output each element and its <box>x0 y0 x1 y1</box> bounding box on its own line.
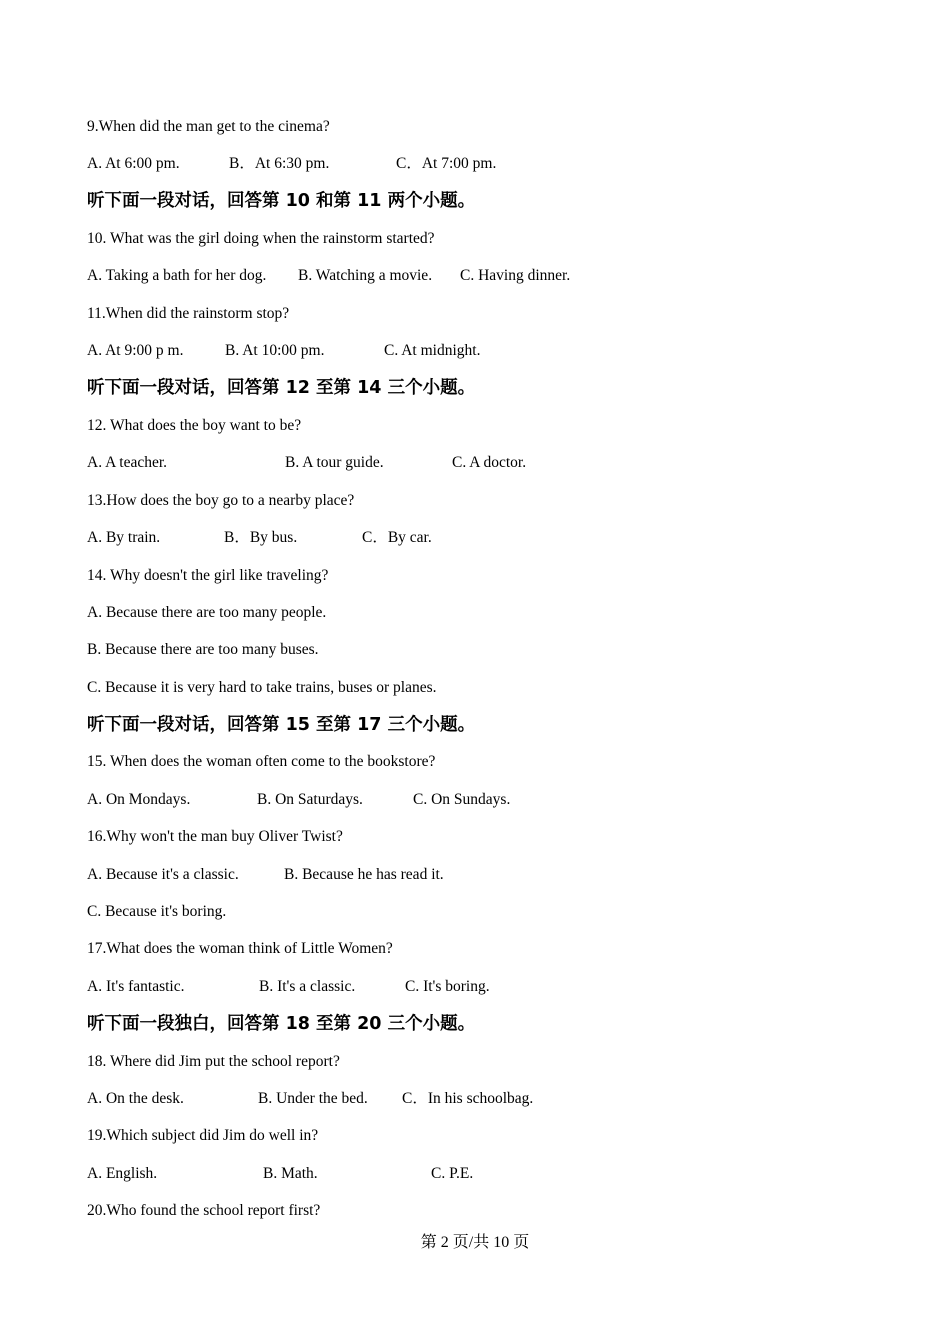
option-b: B. It's a classic. <box>259 978 356 995</box>
option-b: B. Because he has read it. <box>284 866 444 883</box>
option-a: A. A teacher. <box>87 454 168 471</box>
option-b: B. Math. <box>263 1165 318 1182</box>
option-c: C. A doctor. <box>452 454 527 471</box>
question-16: 16.Why won't the man buy Oliver Twist? <box>87 828 343 845</box>
section-heading: 听下面一段对话，回答第 10 和第 11 两个小题。 <box>87 191 476 211</box>
page-number-footer: 第 2 页/共 10 页 <box>420 1234 530 1251</box>
option-c: C. Because it's boring. <box>87 903 227 920</box>
option-a: A. On the desk. <box>87 1090 184 1107</box>
option-c: C. Because it is very hard to take trains, buses or planes. <box>87 679 437 696</box>
section-heading: 听下面一段对话，回答第 15 至第 17 三个小题。 <box>87 715 476 735</box>
question-10: 10. What was the girl doing when the rainstorm started? <box>87 230 435 247</box>
option-c: C．By car. <box>362 529 432 546</box>
option-c: C. On Sundays. <box>413 791 511 808</box>
option-b: B. At 10:00 pm. <box>225 342 325 359</box>
question-20: 20.Who found the school report first? <box>87 1202 321 1219</box>
option-b: B. A tour guide. <box>285 454 384 471</box>
section-heading: 听下面一段独白，回答第 18 至第 20 三个小题。 <box>87 1014 476 1034</box>
question-11: 11.When did the rainstorm stop? <box>87 305 290 322</box>
option-a: A. Because it's a classic. <box>87 866 239 883</box>
question-19: 19.Which subject did Jim do well in? <box>87 1127 319 1144</box>
option-b: B. Watching a movie. <box>298 267 433 284</box>
option-c: C. Having dinner. <box>460 267 571 284</box>
option-c: C. At midnight. <box>384 342 481 359</box>
question-14: 14. Why doesn't the girl like traveling? <box>87 567 329 584</box>
option-b: B. On Saturdays. <box>257 791 363 808</box>
question-15: 15. When does the woman often come to the bookstore? <box>87 753 436 770</box>
option-a: A. English. <box>87 1165 158 1182</box>
option-c: C. P.E. <box>431 1165 474 1182</box>
question-12: 12. What does the boy want to be? <box>87 417 302 434</box>
option-a: A. At 9:00 p m. <box>87 342 184 359</box>
question-18: 18. Where did Jim put the school report? <box>87 1053 340 1070</box>
option-a: A. Because there are too many people. <box>87 604 327 621</box>
question-17: 17.What does the woman think of Little Women? <box>87 940 393 957</box>
question-13: 13.How does the boy go to a nearby place? <box>87 492 355 509</box>
option-c: C．At 7:00 pm. <box>396 155 497 172</box>
option-b: B. Under the bed. <box>258 1090 368 1107</box>
option-a: A. It's fantastic. <box>87 978 185 995</box>
question-9: 9.When did the man get to the cinema? <box>87 118 330 135</box>
option-c: C. It's boring. <box>405 978 490 995</box>
option-a: A. At 6:00 pm. <box>87 155 180 172</box>
option-c: C．In his schoolbag. <box>402 1090 534 1107</box>
section-heading: 听下面一段对话，回答第 12 至第 14 三个小题。 <box>87 378 476 398</box>
option-a: A. On Mondays. <box>87 791 191 808</box>
option-b: B．By bus. <box>224 529 298 546</box>
option-a: A. By train. <box>87 529 161 546</box>
option-b: B. Because there are too many buses. <box>87 641 319 658</box>
option-a: A. Taking a bath for her dog. <box>87 267 267 284</box>
option-b: B．At 6:30 pm. <box>229 155 330 172</box>
